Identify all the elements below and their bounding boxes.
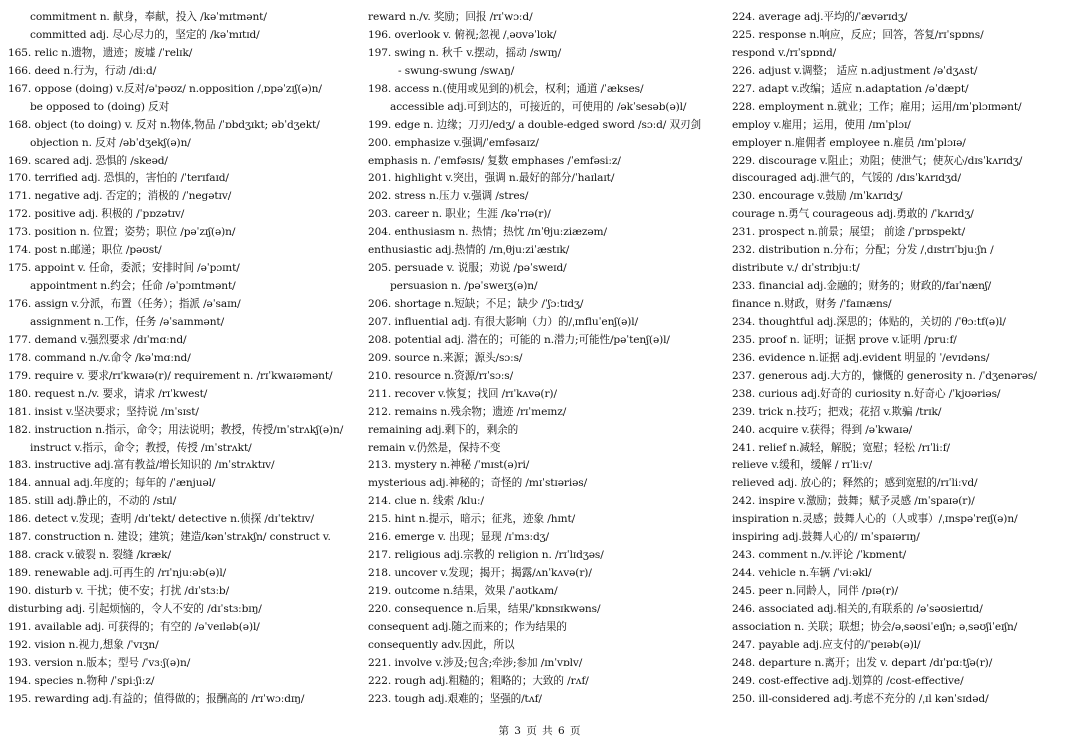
vocab-line: 238. curious adj.好奇的 curiosity n.好奇心 /ˈkjʊəriəs/ bbox=[732, 387, 1001, 400]
vocab-line: be opposed to (doing) 反对 bbox=[30, 100, 170, 113]
vocab-line: 232. distribution n.分布；分配；分发 /ˌdɪstrɪˈbjuːʃn / bbox=[732, 244, 994, 257]
vocab-line: 244. vehicle n.车辆 /ˈviːəkl/ bbox=[732, 567, 872, 580]
vocab-line: committed adj. 尽心尽力的，坚定的 /kəˈmɪtɪd/ bbox=[30, 28, 260, 41]
vocab-line: 242. inspire v.激励；鼓舞；赋予灵感 /ɪnˈspaɪə(r)/ bbox=[732, 495, 975, 508]
vocab-line: 226. adjust v.调整； 适应 n.adjustment /əˈdʒʌst/ bbox=[732, 64, 978, 77]
vocab-line: association n. 关联；联想；协会/əˌsəʊsiˈeɪʃn; əˌsəʊʃiˈeɪʃn/ bbox=[732, 620, 1018, 633]
vocab-line: 224. average adj.平均的/ˈævərɪdʒ/ bbox=[732, 11, 908, 23]
vocab-line: emphasis n. /ˈemfəsɪs/ 复数 emphases /ˈemfəsiːz/ bbox=[368, 154, 621, 167]
vocab-line: 234. thoughtful adj.深思的；体贴的，关切的 /ˈθɔːtf(ə)l/ bbox=[732, 315, 1006, 328]
vocab-line: 179. require v. 要求/rɪ'kwaɪə(r)/ requirement n. /rɪˈkwaɪəmənt/ bbox=[8, 369, 333, 382]
vocab-line: accessible adj.可到达的，可接近的，可使用的 /əkˈsesəb(ə)l/ bbox=[390, 100, 687, 113]
page-footer: 第 3 页 共 6 页 bbox=[498, 725, 582, 737]
vocab-line: 170. terrified adj. 恐惧的，害怕的 /ˈterɪfaɪd/ bbox=[8, 172, 229, 185]
vocab-line: - swung-swung /swʌŋ/ bbox=[398, 64, 515, 77]
vocab-line: employer n.雇佣者 employee n.雇员 /ɪmˈplɔɪə/ bbox=[732, 136, 966, 149]
vocab-line: 235. proof n. 证明；证据 prove v.证明 /pruːf/ bbox=[732, 333, 957, 346]
vocab-column-1 bbox=[8, 9, 353, 709]
vocab-line: 208. potential adj. 潜在的；可能的 n.潜力;可能性/pəˈtenʃ(ə)l/ bbox=[368, 333, 670, 346]
vocab-line: 243. comment n./v.评论 /ˈkɒment/ bbox=[732, 549, 907, 562]
vocab-line: 229. discourage v.阻止；劝阻；使泄气；使灰心/dɪsˈkʌrɪdʒ/ bbox=[732, 154, 1023, 167]
vocab-line: 203. career n. 职业；生涯 /kəˈrɪə(r)/ bbox=[368, 208, 551, 221]
vocab-line: 202. stress n.压力 v.强调 /stres/ bbox=[368, 190, 529, 203]
vocab-line: 165. relic n.遗物，遗迹；废墟 /ˈrelɪk/ bbox=[8, 46, 193, 59]
vocab-line: 188. crack v.破裂 n. 裂缝 /kræk/ bbox=[8, 549, 171, 562]
vocab-line: reward n./v. 奖励；回报 /rɪˈwɔːd/ bbox=[368, 11, 533, 23]
vocab-line: 169. scared adj. 恐惧的 /skeəd/ bbox=[8, 154, 168, 167]
vocab-line: 245. peer n.同龄人，同伴 /pɪə(r)/ bbox=[732, 585, 899, 597]
vocab-line: 248. departure n.离开；出发 v. depart /dɪˈpɑːtʃə(r)/ bbox=[732, 656, 993, 669]
vocab-line: commitment n. 献身，奉献，投入 /kəˈmɪtmənt/ bbox=[30, 11, 267, 23]
vocab-line: 199. edge n. 边缘；刀刃/edʒ/ a double-edged sword /sɔːd/ 双刃剑 bbox=[368, 118, 702, 131]
vocab-line: remaining adj.剩下的，剩余的 bbox=[368, 423, 519, 436]
vocab-line: 219. outcome n.结果，效果 /ˈaʊtkʌm/ bbox=[368, 585, 558, 597]
vocab-line: 233. financial adj.金融的；财务的；财政的/faɪˈnænʃ/ bbox=[732, 280, 992, 293]
vocab-line: 250. ill-considered adj.考虑不充分的 /ˌɪl kənˈsɪdəd/ bbox=[732, 692, 989, 705]
vocab-line: 168. object (to doing) v. 反对 n.物体,物品 /ˈɒbdʒɪkt; əbˈdʒekt/ bbox=[8, 118, 320, 131]
vocab-line: 185. still adj.静止的，不动的 /stɪl/ bbox=[8, 495, 177, 508]
vocab-line: 212. remains n.残余物；遗迹 /rɪˈmeɪnz/ bbox=[368, 405, 567, 418]
vocab-line: 171. negative adj. 否定的；消极的 /ˈnegətɪv/ bbox=[8, 190, 232, 203]
vocab-line: 228. employment n.就业；工作；雇用；运用/ɪmˈplɔɪmənt/ bbox=[732, 100, 1022, 113]
vocab-line: 214. clue n. 线索 /kluː/ bbox=[368, 495, 484, 508]
vocab-column-2 bbox=[368, 9, 720, 709]
vocab-line: 240. acquire v.获得；得到 /əˈkwaɪə/ bbox=[732, 423, 913, 436]
vocab-line: 237. generous adj.大方的，慷慨的 generosity n. /ˈdʒenərəs/ bbox=[732, 369, 1037, 382]
vocab-line: 213. mystery n.神秘 /ˈmɪst(ə)ri/ bbox=[368, 459, 530, 472]
vocab-line: 190. disturb v. 干扰；使不安；打扰 /dɪˈstɜːb/ bbox=[8, 585, 230, 597]
vocab-line: 207. influential adj. 有很大影响（力）的/ˌɪnfluˈenʃ(ə)l/ bbox=[368, 315, 639, 328]
vocab-line: 192. vision n.视力,想象 /ˈvɪʒn/ bbox=[8, 638, 159, 651]
vocab-line: appointment n.约会；任命 /əˈpɔɪntmənt/ bbox=[30, 280, 236, 293]
vocab-line: 221. involve v.涉及;包含;牵涉;参加 /ɪnˈvɒlv/ bbox=[368, 656, 583, 669]
vocab-line: disturbing adj. 引起烦恼的，令人不安的 /dɪˈstɜːbɪŋ/ bbox=[8, 602, 262, 615]
vocab-line: assignment n.工作，任务 /əˈsaɪnmənt/ bbox=[30, 315, 225, 328]
vocab-line: 187. construction n. 建设；建筑；建造/kənˈstrʌkʃn/ construct v. bbox=[8, 531, 331, 544]
vocab-line: 249. cost-effective adj.划算的 /cost-effective/ bbox=[732, 674, 964, 687]
vocab-line: 198. access n.(使用或见到的)机会，权利；通道 /ˈækses/ bbox=[368, 82, 644, 95]
vocab-line: 180. request n./v. 要求，请求 /rɪˈkwest/ bbox=[8, 387, 208, 400]
vocab-line: 209. source n.来源；源头/sɔːs/ bbox=[368, 351, 523, 364]
vocab-line: 181. insist v.坚决要求；坚持说 /ɪnˈsɪst/ bbox=[8, 405, 199, 418]
vocab-line: 220. consequence n.后果，结果/ˈkɒnsɪkwəns/ bbox=[368, 602, 601, 615]
vocab-line: 193. version n.版本；型号 /ˈvɜːʃ(ə)n/ bbox=[8, 656, 191, 669]
vocab-line: 239. trick n.技巧；把戏；花招 v.欺骗 /trɪk/ bbox=[732, 405, 942, 418]
vocab-line: 223. tough adj.艰难的；坚强的/tʌf/ bbox=[368, 692, 542, 705]
vocab-line: 218. uncover v.发现；揭开；揭露/ʌnˈkʌvə(r)/ bbox=[368, 567, 592, 580]
vocab-line: 189. renewable adj.可再生的 /rɪˈnjuːəb(ə)l/ bbox=[8, 567, 227, 580]
vocab-line: 172. positive adj. 积极的 /ˈpɒzətɪv/ bbox=[8, 208, 185, 221]
vocab-line: 200. emphasize v.强调/ˈemfəsaɪz/ bbox=[368, 136, 539, 149]
vocab-line: 204. enthusiasm n. 热情；热忱 /ɪnˈθjuːziæzəm/ bbox=[368, 226, 607, 239]
vocab-line: 241. relief n.减轻，解脱；宽慰；轻松 /rɪˈliːf/ bbox=[732, 441, 950, 454]
vocab-line: 225. response n.响应，反应；回答，答复/rɪˈspɒns/ bbox=[732, 28, 984, 41]
vocab-line: relieved adj. 放心的；释然的；感到宽慰的/rɪˈliːvd/ bbox=[732, 477, 978, 490]
vocab-line: persuasion n. /pəˈsweɪʒ(ə)n/ bbox=[390, 280, 538, 293]
vocab-line: employ v.雇用；运用，使用 /ɪmˈplɔɪ/ bbox=[732, 118, 911, 131]
vocab-line: 166. deed n.行为，行动 /diːd/ bbox=[8, 64, 157, 77]
vocab-line: relieve v.缓和，缓解 / rɪˈliːv/ bbox=[732, 459, 873, 472]
vocab-line: 174. post n.邮递；职位 /pəʊst/ bbox=[8, 244, 162, 257]
vocab-line: 197. swing n. 秋千 v.摆动，摇动 /swɪŋ/ bbox=[368, 46, 562, 59]
vocab-line: 201. highlight v.突出，强调 n.最好的部分/ˈhaɪlaɪt/ bbox=[368, 172, 615, 185]
vocab-line: consequently adv.因此，所以 bbox=[368, 638, 515, 651]
vocab-line: enthusiastic adj.热情的 /ɪnˌθjuːziˈæstɪk/ bbox=[368, 244, 570, 257]
vocab-line: 230. encourage v.鼓励 /ɪnˈkʌrɪdʒ/ bbox=[732, 190, 903, 203]
vocab-line: 183. instructive adj.富有教益/增长知识的 /ɪnˈstrʌktɪv/ bbox=[8, 459, 275, 472]
vocab-line: 175. appoint v. 任命，委派；安排时间 /əˈpɔɪnt/ bbox=[8, 262, 240, 275]
vocab-line: 236. evidence n.证据 adj.evident 明显的 ˈ/evɪdəns/ bbox=[732, 351, 990, 364]
vocab-line: 184. annual adj.年度的；每年的 /ˈænjuəl/ bbox=[8, 477, 216, 490]
vocab-line: 176. assign v.分派，布置（任务）；指派 /əˈsaɪn/ bbox=[8, 298, 241, 310]
vocab-line: 217. religious adj.宗教的 religion n. /rɪˈlɪdʒəs/ bbox=[368, 549, 604, 562]
vocab-line: objection n. 反对 /əbˈdʒekʃ(ə)n/ bbox=[30, 136, 191, 149]
vocab-line: inspiration n.灵感；鼓舞人心的（人或事）/ˌɪnspəˈreɪʃ(ə)n/ bbox=[732, 513, 1018, 526]
vocab-line: mysterious adj.神秘的；奇怪的 /mɪˈstɪəriəs/ bbox=[368, 477, 588, 490]
vocab-line: 191. available adj. 可获得的；有空的 /əˈveɪləb(ə)l/ bbox=[8, 620, 260, 633]
vocab-line: consequent adj.随之而来的；作为结果的 bbox=[368, 620, 567, 633]
vocab-line: 247. payable adj.应支付的/ˈpeɪəb(ə)l/ bbox=[732, 638, 921, 651]
vocab-line: 182. instruction n.指示，命令；用法说明；教授，传授/ɪnˈstrʌkʃ(ə)n/ bbox=[8, 423, 344, 436]
vocab-line: distribute v./ dɪˈstrɪbjuːt/ bbox=[732, 262, 860, 275]
vocab-line: 196. overlook v. 俯视;忽视 /ˌəʊvəˈlʊk/ bbox=[368, 28, 557, 41]
vocab-line: 205. persuade v. 说服；劝说 /pəˈsweɪd/ bbox=[368, 262, 567, 275]
vocab-line: finance n.财政，财务 /ˈfaɪnæns/ bbox=[732, 298, 892, 310]
vocab-line: 231. prospect n.前景；展望； 前途 /ˈprɒspekt/ bbox=[732, 226, 966, 239]
vocab-line: 178. command n./v.命令 /kəˈmɑːnd/ bbox=[8, 351, 191, 364]
vocab-line: 211. recover v.恢复；找回 /rɪˈkʌvə(r)/ bbox=[368, 387, 557, 400]
vocab-line: 195. rewarding adj.有益的；值得做的；报酬高的 /rɪˈwɔːdɪŋ/ bbox=[8, 692, 305, 705]
vocab-line: respond v./rɪˈspɒnd/ bbox=[732, 46, 837, 59]
vocab-line: 222. rough adj.粗糙的；粗略的；大致的 /rʌf/ bbox=[368, 674, 589, 687]
vocab-line: courage n.勇气 courageous adj.勇敢的 /ˈkʌrɪdʒ/ bbox=[732, 208, 974, 221]
vocab-line: 206. shortage n.短缺；不足；缺少 /ˈʃɔːtɪdʒ/ bbox=[368, 298, 584, 310]
vocab-column-3 bbox=[732, 9, 1077, 709]
vocab-line: 186. detect v.发现；查明 /dɪˈtekt/ detective n.侦探 /dɪˈtektɪv/ bbox=[8, 513, 315, 526]
vocab-line: 227. adapt v.改编；适应 n.adaptation /əˈdæpt/ bbox=[732, 82, 969, 95]
vocab-line: 216. emerge v. 出现；显现 /ɪˈmɜːdʒ/ bbox=[368, 531, 550, 544]
vocab-line: 215. hint n.提示，暗示；征兆，迹象 /hɪnt/ bbox=[368, 513, 576, 526]
vocab-line: 173. position n. 位置；姿势；职位 /pəˈzɪʃ(ə)n/ bbox=[8, 226, 236, 239]
vocab-line: instruct v.指示，命令；教授，传授 /ɪnˈstrʌkt/ bbox=[30, 441, 252, 454]
vocab-line: discouraged adj.泄气的，气馁的 /dɪsˈkʌrɪdʒd/ bbox=[732, 172, 961, 185]
vocab-line: 194. species n.物种 /ˈspiːʃiːz/ bbox=[8, 674, 155, 687]
vocab-line: remain v.仍然是，保持不变 bbox=[368, 441, 501, 454]
vocab-line: 210. resource n.资源/rɪˈsɔːs/ bbox=[368, 369, 514, 382]
vocab-line: inspiring adj.鼓舞人心的/ ɪnˈspaɪərɪŋ/ bbox=[732, 531, 920, 544]
vocab-line: 177. demand v.强烈要求 /dɪˈmɑːnd/ bbox=[8, 333, 187, 346]
vocab-line: 167. oppose (doing) v.反对/ə'pəʊz/ n.opposition /ˌɒpəˈzɪʃ(ə)n/ bbox=[8, 82, 322, 95]
vocab-line: 246. associated adj.相关的,有联系的 /əˈsəʊsieɪtɪd/ bbox=[732, 602, 983, 615]
